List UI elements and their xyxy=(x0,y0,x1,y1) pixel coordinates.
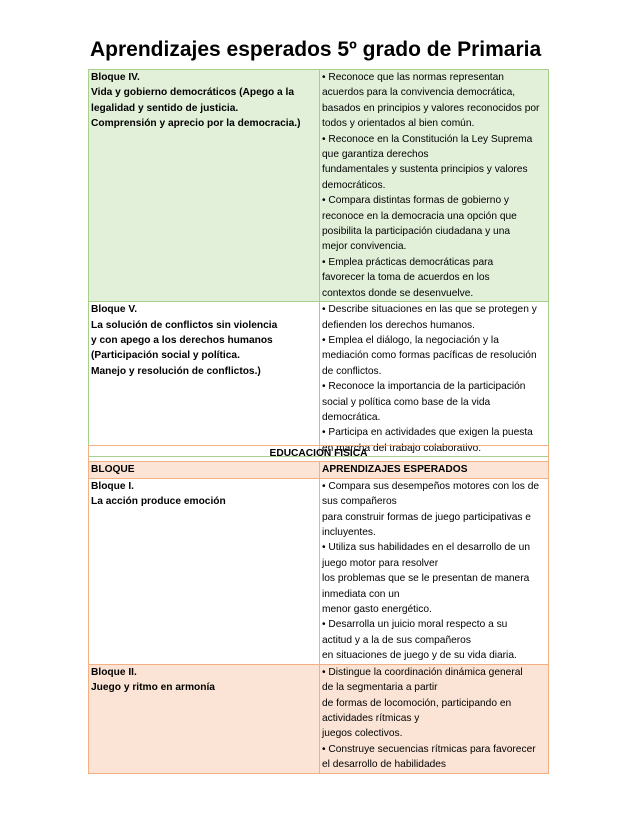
text-line: • Desarrolla un juicio moral respecto a su xyxy=(322,619,508,631)
column-header-row xyxy=(89,462,549,478)
learning-cell xyxy=(320,478,549,664)
text-line: fundamentales y sustenta principios y valores xyxy=(322,164,528,176)
text-line: • Participa en actividades que exigen la puesta xyxy=(322,427,533,439)
table-row xyxy=(89,664,549,773)
table-row xyxy=(89,478,549,664)
text-line: social y política como base de la vida xyxy=(322,396,491,408)
text-line: en situaciones de juego y de su vida diaria. xyxy=(322,650,517,662)
text-line: los problemas que se le presentan de manera xyxy=(322,573,530,585)
table-title: EDUCACION FISICA xyxy=(89,446,549,462)
text-line: sus compañeros xyxy=(322,496,397,508)
text-line: defienden los derechos humanos. xyxy=(322,319,475,331)
text-line: mejor convivencia. xyxy=(322,241,407,253)
text-line: y con apego a los derechos humanos xyxy=(91,334,273,346)
civics-table xyxy=(88,69,549,457)
table-header-row xyxy=(89,446,549,462)
column-header-learnings: APRENDIZAJES ESPERADOS xyxy=(320,462,549,478)
block-cell xyxy=(89,478,320,664)
learning-cell xyxy=(320,664,549,773)
text-line: La acción produce emoción xyxy=(91,496,226,508)
text-line: de la segmentaria a partir xyxy=(322,682,438,694)
text-line: democrática. xyxy=(322,411,381,423)
text-line: • Distingue la coordinación dinámica general xyxy=(322,666,523,678)
text-line: Manejo y resolución de conflictos.) xyxy=(91,365,261,377)
text-line: • Reconoce en la Constitución la Ley Suprema xyxy=(322,133,533,145)
column-header-block: BLOQUE xyxy=(89,462,320,478)
text-line: democráticos. xyxy=(322,179,386,191)
text-line: de formas de locomoción, participando en xyxy=(322,697,512,709)
text-line: • Reconoce que las normas representan xyxy=(322,72,504,83)
physical-education-table xyxy=(88,445,549,774)
text-line: el desarrollo de habilidades xyxy=(322,759,447,771)
block-cell xyxy=(89,664,320,773)
text-line: • Emplea el diálogo, la negociación y la xyxy=(322,334,499,346)
text-line: Comprensión y aprecio por la democracia.) xyxy=(91,118,301,130)
text-line: • Describe situaciones en las que se protegen y xyxy=(322,304,537,316)
text-line: • Compara sus desempeños motores con los de xyxy=(322,480,540,492)
text-line: • Construye secuencias rítmicas para favorecer xyxy=(322,743,536,755)
text-line: que garantiza derechos xyxy=(322,149,429,161)
text-line: contextos donde se desenvuelve. xyxy=(322,287,474,299)
text-line: actitud y a la de sus compañeros xyxy=(322,634,471,646)
text-line: Vida y gobierno democráticos (Apego a la xyxy=(91,87,295,99)
text-line: acuerdos para la convivencia democrática, xyxy=(322,87,516,99)
text-line: para construir formas de juego participativas e xyxy=(322,511,531,523)
text-line: • Utiliza sus habilidades en el desarrollo de un xyxy=(322,542,531,554)
block-cell xyxy=(89,70,320,302)
text-line: • Emplea prácticas democráticas para xyxy=(322,256,494,268)
text-line: todos y orientados al bien común. xyxy=(322,118,475,130)
page-title: Aprendizajes esperados 5º grado de Primaria xyxy=(90,38,542,61)
learning-cell xyxy=(320,302,549,457)
text-line: (Participación social y política. xyxy=(91,350,240,362)
text-line: incluyentes. xyxy=(322,527,376,539)
text-line: Bloque IV. xyxy=(91,72,140,83)
text-line: • Reconoce la importancia de la participación xyxy=(322,381,526,393)
text-line: reconoce en la democracia una opción que xyxy=(322,210,517,222)
text-line: Bloque V. xyxy=(91,304,138,316)
text-line: inmediata con un xyxy=(322,588,400,600)
text-line: en marcha del trabajo colaborativo. xyxy=(322,442,482,454)
text-line: juego motor para resolver xyxy=(322,557,439,569)
text-line: juegos colectivos. xyxy=(322,728,403,740)
learning-cell xyxy=(320,70,549,302)
text-line: Juego y ritmo en armonía xyxy=(91,682,215,694)
text-line: de conflictos. xyxy=(322,365,382,377)
text-line: posibilita la participación ciudadana y una xyxy=(322,226,511,238)
text-line: menor gasto energético. xyxy=(322,604,432,616)
text-line: favorecer la toma de acuerdos en los xyxy=(322,272,490,284)
text-line: mediación como formas pacíficas de resolución xyxy=(322,350,537,362)
text-line: basados en principios y valores reconocidos por xyxy=(322,102,540,114)
text-line: • Compara distintas formas de gobierno y xyxy=(322,195,510,207)
text-line: Bloque I. xyxy=(91,480,135,492)
text-line: actividades rítmicas y xyxy=(322,712,420,724)
text-line: La solución de conflictos sin violencia xyxy=(91,319,278,331)
table-row xyxy=(89,70,549,302)
block-cell xyxy=(89,302,320,457)
text-line: legalidad y sentido de justicia. xyxy=(91,102,239,114)
text-line: Bloque II. xyxy=(91,666,137,678)
table-row xyxy=(89,302,549,457)
